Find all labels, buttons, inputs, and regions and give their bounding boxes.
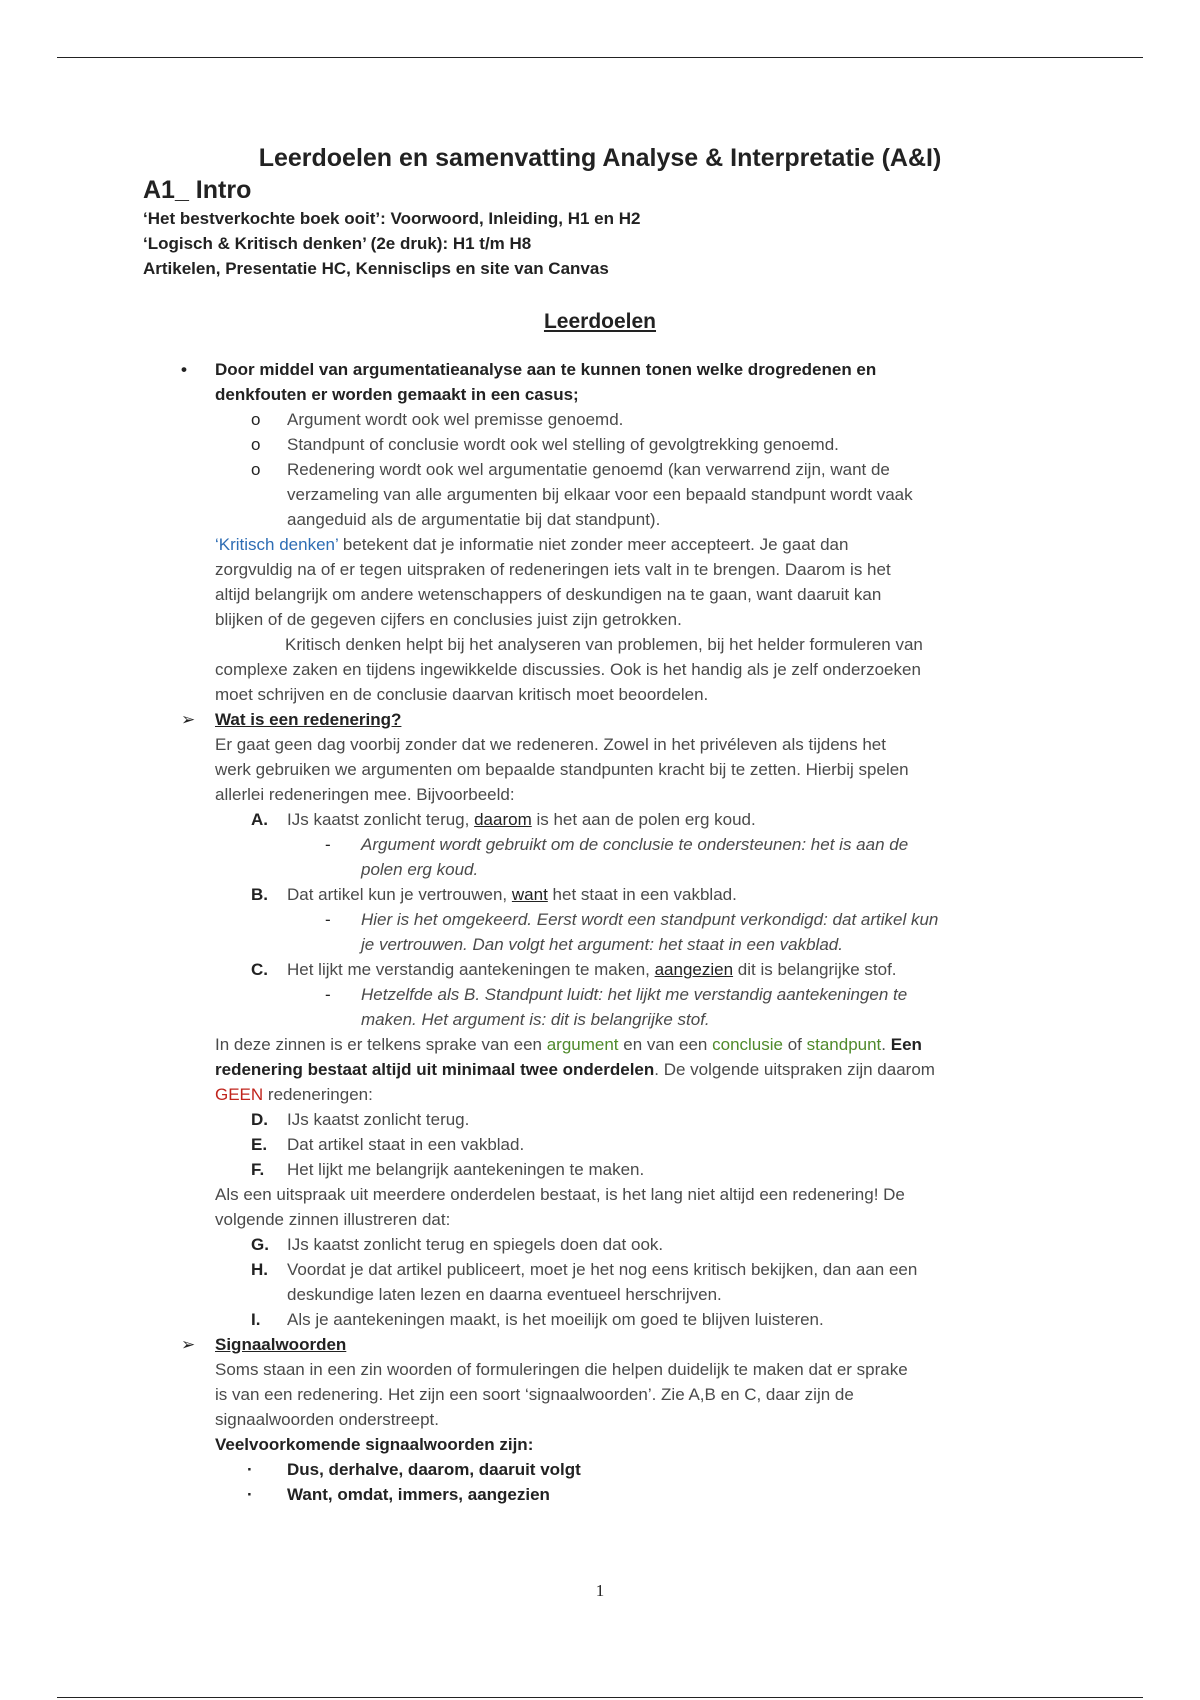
paragraph-line: GEEN redeneringen: [215,1085,373,1104]
dash-icon: - [325,835,331,854]
paragraph-line: complexe zaken en tijdens ingewikkelde discussies. Ook is het handig als je zelf onderzoeken [215,660,921,679]
circle-bullet-icon: o [251,410,261,429]
paragraph-line: is van een redenering. Het zijn een soort ‘signaalwoorden’. Zie A,B en C, daar zijn de [215,1385,854,1404]
goal-sub: o Argument wordt ook wel premisse genoemd. [143,407,1063,432]
paragraph-line: volgende zinnen illustreren dat: [215,1210,451,1229]
kritisch-term: ‘Kritisch denken’ [215,535,339,554]
dot-icon: · [247,1485,253,1504]
source-item: ‘Logisch & Kritisch denken’ (2e druk): H1 t/m H8 [143,234,532,253]
paragraph-line: altijd belangrijk om andere wetenschappers of deskundigen na te gaan, want daaruit kan [215,585,882,604]
signaal-subheading: Veelvoorkomende signaalwoorden zijn: [215,1435,534,1454]
signaal-item: · Dus, derhalve, daarom, daaruit volgt [143,1457,1063,1482]
example-h-cont: deskundige laten lezen en daarna eventueel herschrijven. [287,1285,722,1304]
term-argument: argument [546,1035,619,1054]
leerdoelen-heading: Leerdoelen [543,310,657,333]
arrow-bullet-icon: ➢ [181,710,196,729]
example-b: B. Dat artikel kun je vertrouwen, want het staat in een vakblad. [251,885,737,904]
goal-sub: o Standpunt of conclusie wordt ook wel stelling of gevolgtrekking genoemd. [143,432,1063,457]
paragraph-line: redenering bestaat altijd uit minimaal twee onderdelen. De volgende uitspraken zijn daarom [215,1060,935,1079]
example-c: C. Het lijkt me verstandig aantekeningen te maken, aangezien dit is belangrijke stof. [251,960,897,979]
example-note: je vertrouwen. Dan volgt het argument: het staat in een vakblad. [361,935,843,954]
example-note: maken. Het argument is: dit is belangrijke stof. [361,1010,710,1029]
goal-sub-cont: aangeduid als de argumentatie bij dat standpunt). [287,510,661,529]
footer-rule [57,1697,1143,1698]
redenering-heading: Wat is een redenering? [215,710,402,729]
arrow-bullet-icon: ➢ [181,1335,196,1354]
signaal-heading: Signaalwoorden [215,1335,347,1354]
paragraph-line: ‘Kritisch denken’ betekent dat je informatie niet zonder meer accepteert. Je gaat dan [215,535,849,554]
goal-line: denkfouten er worden gemaakt in een casus; [215,385,579,404]
non-example: E. Dat artikel staat in een vakblad. [251,1135,525,1154]
redenering-heading-row [143,707,1063,732]
dot-icon: · [247,1460,253,1479]
term-standpunt: standpunt [806,1035,882,1054]
term-geen: GEEN [215,1085,264,1104]
example-g: G. IJs kaatst zonlicht terug en spiegels doen dat ook. [251,1235,664,1254]
term-conclusie: conclusie [712,1035,783,1054]
example-a: A. IJs kaatst zonlicht terug, daarom is het aan de polen erg koud. [251,810,756,829]
paragraph-line: moet schrijven en de conclusie daarvan kritisch moet beoordelen. [215,685,709,704]
paragraph-line: In deze zinnen is er telkens sprake van een argument en van een conclusie of standpunt. Een [215,1035,922,1054]
dash-icon: - [325,985,331,1004]
page-number: 1 [595,1581,605,1600]
paragraph-line: Als een uitspraak uit meerdere onderdelen bestaat, is het lang niet altijd een redenering! De [215,1185,905,1204]
section-title: A1_ Intro [143,176,252,204]
source-list [143,206,640,281]
signaal-item: · Want, omdat, immers, aangezien [143,1482,1063,1507]
paragraph-line: Soms staan in een zin woorden of formuleringen die helpen duidelijk te maken dat er sprake [215,1360,908,1379]
example-note: - Hetzelfde als B. Standpunt luidt: het lijkt me verstandig aantekeningen te [143,982,1063,1007]
example-note: - Argument wordt gebruikt om de conclusie te ondersteunen: het is aan de [143,832,1063,857]
paragraph-line: zorgvuldig na of er tegen uitspraken of redeneringen iets valt in te brengen. Daarom is het [215,560,891,579]
paragraph-line: allerlei redeneringen mee. Bijvoorbeeld: [215,785,515,804]
document-body [143,357,1063,1507]
source-item: Artikelen, Presentatie HC, Kennisclips en site van Canvas [143,259,609,278]
example-h: H. Voordat je dat artikel publiceert, moet je het nog eens kritisch bekijken, dan aan een [251,1260,918,1279]
signal-word: want [511,885,548,904]
paragraph-line: Kritisch denken helpt bij het analyseren van problemen, bij het helder formuleren van [285,635,923,654]
circle-bullet-icon: o [251,460,261,479]
example-note: - Hier is het omgekeerd. Eerst wordt een standpunt verkondigd: dat artikel kun [143,907,1063,932]
document-title: Leerdoelen en samenvatting Analyse & Interpretatie (A&I) [258,144,942,172]
header-rule [57,57,1143,58]
paragraph-line: blijken of de gegeven cijfers en conclusies juist zijn getrokken. [215,610,682,629]
non-example: F. Het lijkt me belangrijk aantekeningen te maken. [251,1160,645,1179]
circle-bullet-icon: o [251,435,261,454]
signal-word: daarom [474,810,532,829]
signaal-heading-row [143,1332,1063,1357]
dash-icon: - [325,910,331,929]
goal-line: • Door middel van argumentatieanalyse aan te kunnen tonen welke drogredenen en [143,357,1063,382]
goal-sub: o Redenering wordt ook wel argumentatie genoemd (kan verwarrend zijn, want de [143,457,1063,482]
example-note: polen erg koud. [361,860,479,879]
non-example: D. IJs kaatst zonlicht terug. [251,1110,470,1129]
paragraph-line: Er gaat geen dag voorbij zonder dat we redeneren. Zowel in het privéleven als tijdens het [215,735,886,754]
bullet-icon: • [181,360,187,379]
paragraph-line: signaalwoorden onderstreept. [215,1410,439,1429]
paragraph-line: werk gebruiken we argumenten om bepaalde standpunten kracht bij te zetten. Hierbij spelen [215,760,909,779]
goal-sub-cont: verzameling van alle argumenten bij elkaar voor een bepaald standpunt wordt vaak [287,485,913,504]
example-i: I. Als je aantekeningen maakt, is het moeilijk om goed te blijven luisteren. [251,1310,824,1329]
signal-word: aangezien [654,960,734,979]
source-item: ‘Het bestverkochte boek ooit’: Voorwoord, Inleiding, H1 en H2 [143,209,641,228]
